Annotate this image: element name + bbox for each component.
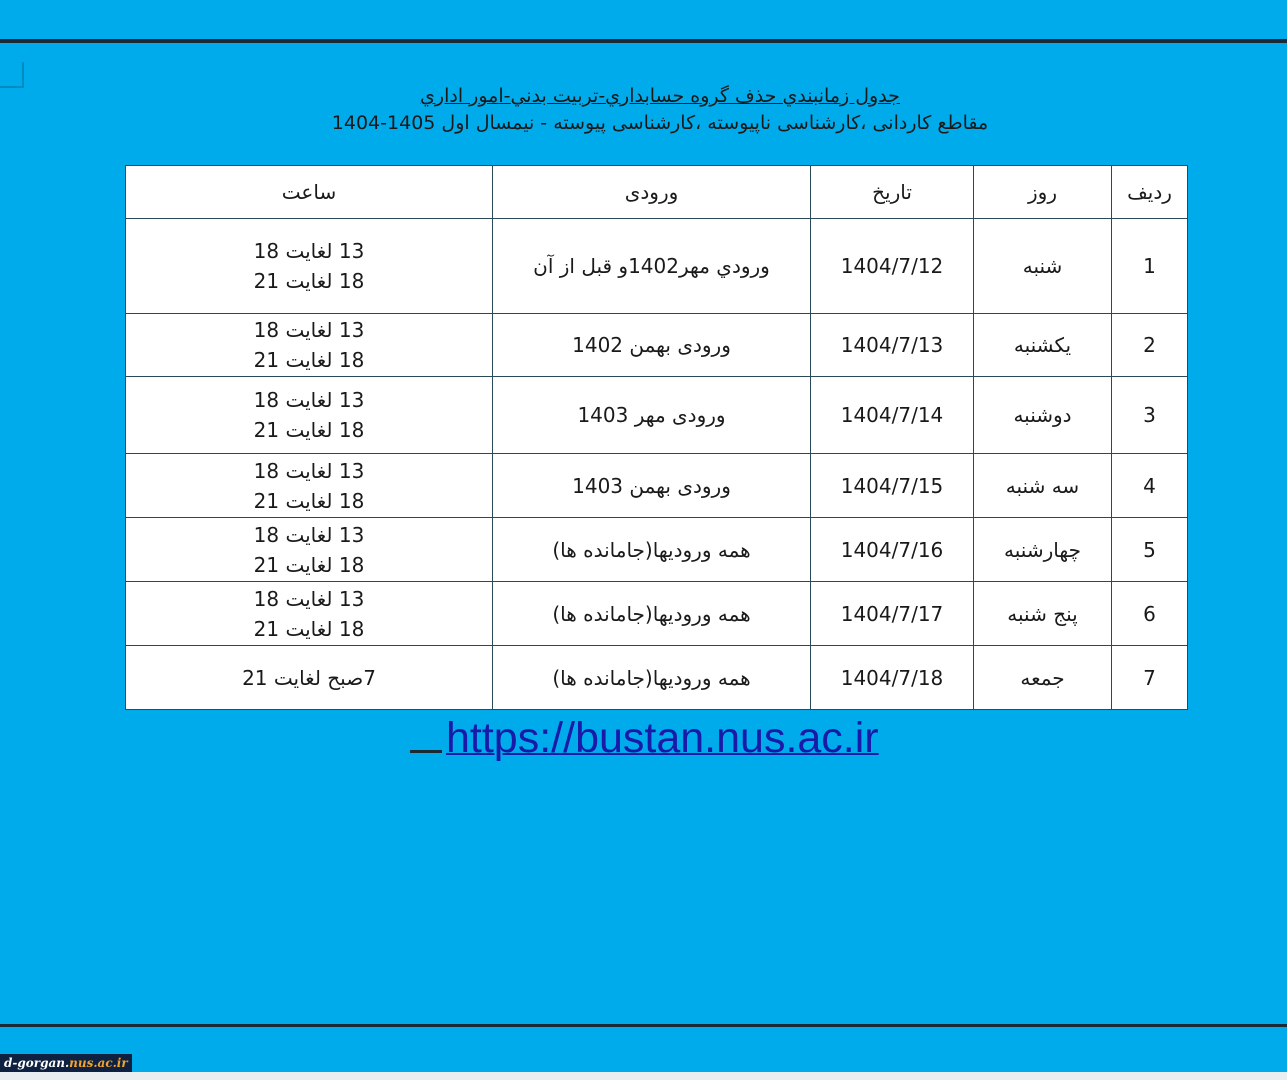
row-date: 1404/7/14 bbox=[811, 377, 974, 454]
hours-line-2: 18 لغایت 21 bbox=[253, 488, 365, 513]
row-date: 1404/7/17 bbox=[811, 582, 974, 646]
bottom-divider bbox=[0, 1024, 1287, 1027]
row-date: 1404/7/16 bbox=[811, 518, 974, 582]
row-hours bbox=[126, 219, 493, 314]
table-row bbox=[126, 518, 1188, 582]
table-row bbox=[126, 314, 1188, 377]
row-hours bbox=[126, 646, 493, 710]
hours-line-2: 18 لغایت 21 bbox=[253, 552, 365, 577]
header-row-number: رديف bbox=[1112, 166, 1188, 219]
row-number: 2 bbox=[1112, 314, 1188, 377]
row-entry: همه ورودیها(جامانده ها) bbox=[493, 646, 811, 710]
row-hours bbox=[126, 377, 493, 454]
hours-line-1: 13 لغایت 18 bbox=[253, 318, 365, 342]
hours-line-1: 13 لغایت 18 bbox=[253, 239, 365, 263]
row-day: شنبه bbox=[974, 219, 1112, 314]
site-watermark bbox=[0, 1054, 132, 1072]
row-hours bbox=[126, 454, 493, 518]
watermark-accent: nus.ac.ir bbox=[69, 1056, 128, 1070]
page-title: جدول زمانبندي حذف گروه حسابداري-تربيت بدني-امور اداري bbox=[420, 85, 900, 107]
row-entry: ورودی بهمن 1403 bbox=[493, 454, 811, 518]
hours-line-1: 13 لغایت 18 bbox=[253, 522, 365, 547]
row-day: یکشنبه bbox=[974, 314, 1112, 377]
portal-link-text[interactable]: https://bustan.nus.ac.ir bbox=[446, 714, 879, 762]
top-divider bbox=[0, 39, 1287, 43]
underscore-mark-icon bbox=[410, 710, 442, 753]
row-day: دوشنبه bbox=[974, 377, 1112, 454]
table-row bbox=[126, 219, 1188, 314]
row-number: 3 bbox=[1112, 377, 1188, 454]
bottom-strip bbox=[0, 1072, 1287, 1080]
hours-line-2: 18 لغایت 21 bbox=[253, 418, 365, 442]
row-day: پنج شنبه bbox=[974, 582, 1112, 646]
row-entry: ورودي مهر1402و قبل از آن bbox=[493, 219, 811, 314]
hours-line-2: 18 لغایت 21 bbox=[253, 269, 365, 293]
header-day: روز bbox=[974, 166, 1112, 219]
table-row bbox=[126, 582, 1188, 646]
row-number: 4 bbox=[1112, 454, 1188, 518]
row-number: 1 bbox=[1112, 219, 1188, 314]
corner-bracket-icon bbox=[0, 62, 24, 88]
row-day: چهارشنبه bbox=[974, 518, 1112, 582]
hours-line-2: 18 لغایت 21 bbox=[253, 348, 365, 372]
row-number: 5 bbox=[1112, 518, 1188, 582]
row-date: 1404/7/12 bbox=[811, 219, 974, 314]
row-entry: همه ورودیها(جامانده ها) bbox=[493, 518, 811, 582]
row-day: سه شنبه bbox=[974, 454, 1112, 518]
header-entry: ورودی bbox=[493, 166, 811, 219]
row-number: 7 bbox=[1112, 646, 1188, 710]
row-date: 1404/7/15 bbox=[811, 454, 974, 518]
row-hours bbox=[126, 314, 493, 377]
page-header bbox=[300, 82, 1020, 136]
portal-link[interactable] bbox=[410, 710, 879, 766]
row-date: 1404/7/18 bbox=[811, 646, 974, 710]
row-entry: ورودی بهمن 1402 bbox=[493, 314, 811, 377]
row-entry: همه ورودیها(جامانده ها) bbox=[493, 582, 811, 646]
row-hours bbox=[126, 582, 493, 646]
hours-line-1: 13 لغایت 18 bbox=[253, 458, 365, 483]
hours-line-1: 7صبح لغایت 21 bbox=[242, 665, 376, 690]
header-date: تاریخ bbox=[811, 166, 974, 219]
page-subtitle: مقاطع کاردانی ،کارشناسی ناپیوسته ،کارشناسی پیوسته - نیمسال اول 1405-1404 bbox=[331, 112, 989, 134]
table-row bbox=[126, 646, 1188, 710]
hours-line-2: 18 لغایت 21 bbox=[253, 616, 365, 641]
hours-line-1: 13 لغایت 18 bbox=[253, 388, 365, 412]
hours-line-1: 13 لغایت 18 bbox=[253, 586, 365, 611]
row-entry: ورودی مهر 1403 bbox=[493, 377, 811, 454]
header-hours: ساعت bbox=[126, 166, 493, 219]
table-row bbox=[126, 454, 1188, 518]
watermark-prefix: d-gorgan. bbox=[4, 1056, 70, 1070]
schedule-table bbox=[125, 165, 1188, 710]
row-hours bbox=[126, 518, 493, 582]
row-number: 6 bbox=[1112, 582, 1188, 646]
row-day: جمعه bbox=[974, 646, 1112, 710]
row-date: 1404/7/13 bbox=[811, 314, 974, 377]
table-header-row bbox=[126, 166, 1188, 219]
table-row bbox=[126, 377, 1188, 454]
